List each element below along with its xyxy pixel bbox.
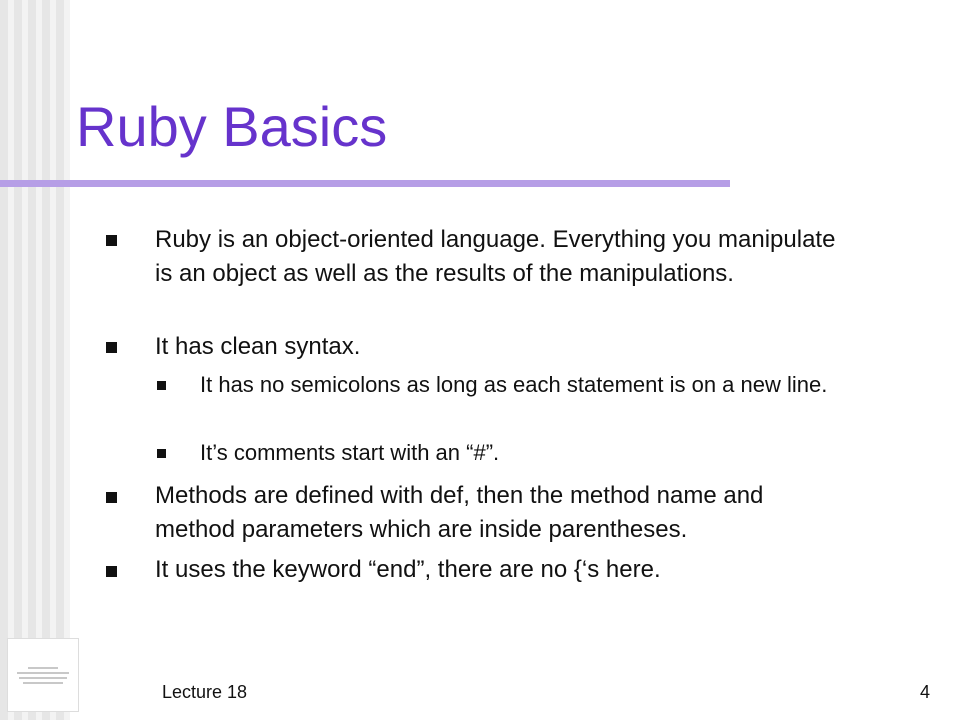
- slide-title: Ruby Basics: [76, 95, 388, 158]
- bullet-text: It uses the keyword “end”, there are no {‘s here.: [155, 556, 661, 583]
- bullet-marker: [106, 342, 117, 353]
- bullet-marker: [106, 566, 117, 577]
- bullet-marker: [106, 235, 117, 246]
- bullet-marker: [106, 492, 117, 503]
- title-underline: [0, 180, 730, 187]
- sub-bullet-text: It’s comments start with an “#”.: [200, 440, 500, 465]
- sub-bullet-marker: [157, 381, 166, 390]
- quicktime-placeholder-icon: [7, 638, 79, 712]
- bullet-text: Methods are defined with def, then the method name and method parameters which are inside parentheses.: [155, 482, 764, 543]
- sub-bullet-marker: [157, 449, 166, 458]
- footer-lecture: Lecture 18: [162, 682, 248, 702]
- bullet-text: It has clean syntax.: [155, 333, 361, 360]
- bullet-text: Ruby is an object-oriented language. Everything you manipulate is an object as well as the results of the manipulations.: [155, 226, 836, 287]
- slide-number: 4: [919, 682, 930, 702]
- background-stripes: [0, 0, 70, 720]
- sub-bullet-text: It has no semicolons as long as each statement is on a new line.: [200, 372, 828, 397]
